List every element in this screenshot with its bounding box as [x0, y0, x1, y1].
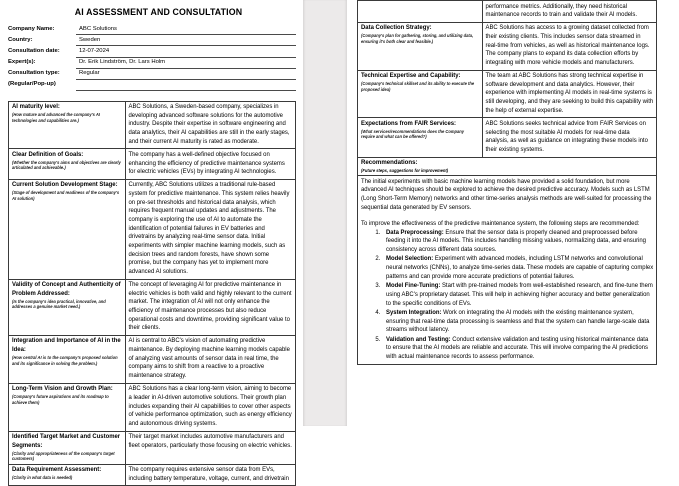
response-text: ABC Solutions has a clear long-term vision, aiming to become a leader in AI-driven automotive solutions. Their growth plan includes expanding their AI capabilities to cover other aspects of vehicle performance optimization, such as energy efficiency and autonomous driving systems. — [128, 386, 292, 427]
recommendations-lead-in: To improve the effectiveness of the predictive maintenance system, the following steps are recommended: — [361, 221, 640, 227]
recommendation-item — [382, 309, 654, 335]
page-gutter — [303, 0, 347, 426]
response-text: ABC Solutions seeks technical advice from FAIR Services on selecting the most suitable AI models for real-time data analysis, as well as guidance on integrating these models into their existing systems. — [485, 120, 648, 153]
response-text: ABC Solutions, a Sweden-based company, specializes in developing advanced software solutions for the automotive industry. Despite their expertise in software engineering and data analytics, their AI capabilities are still in the early stages, and their current AI maturity is rated as moderate. — [128, 104, 290, 145]
criterion-title: Clear Definition of Goals: — [12, 151, 84, 158]
criterion-title: Validity of Concept and Authenticity of Problem Addressed: — [12, 282, 121, 297]
metadata-value-field[interactable] — [76, 68, 296, 79]
recommendation-text: Work on integrating the AI models with the existing maintenance system, ensuring that real-time data processing is seamless and that the system can handle large-scale data streams without latency. — [386, 309, 650, 334]
metadata-value: Dr. Erik Lindström, Dr. Lars Holm — [79, 59, 166, 66]
recommendation-text: Conduct extensive validation and testing using historical maintenance data to ensure that the AI models are reliable and accurate. This will involve comparing the AI predictions with actual maintenance records to assess performance. — [386, 336, 649, 360]
metadata-value: 12-07-2024 — [79, 48, 110, 55]
metadata-value: Regular — [79, 70, 100, 77]
assessment-table-right — [357, 0, 657, 158]
metadata-value-field[interactable] — [76, 46, 296, 57]
response-cell[interactable] — [482, 118, 657, 157]
recommendations-intro-paragraph: The initial experiments with basic machine learning models have provided a solid foundation, but more advanced AI techniques should be explored to achieve the desired predictive accuracy. Models such as LSTM (Long Short-Term Memory) networks and other time-series analysis methods are well-suited for processing the sequential data generated by EV sensors. — [361, 178, 652, 211]
response-text: Their target market includes automotive manufacturers and fleet operators, particularly those focusing on electric vehicles. — [128, 434, 292, 449]
metadata-row — [8, 24, 296, 35]
response-text: The team at ABC Solutions has strong technical expertise in software development and data analytics. However, their experience with implementing AI models in real-time systems is still developing, and they are seeking to build this capability with the help of external expertise. — [485, 73, 654, 114]
criterion-title: Current Solution Development Stage: — [12, 182, 118, 189]
table-row — [9, 383, 296, 431]
table-row — [9, 179, 296, 279]
metadata-label: Consultation type: — [8, 70, 60, 77]
metadata-row — [8, 35, 296, 46]
metadata-value-field[interactable] — [76, 79, 296, 90]
criterion-title: Expectations from FAIR Services: — [361, 120, 457, 127]
criterion-cell — [9, 431, 126, 464]
response-cell[interactable] — [125, 383, 296, 431]
recommendation-term: Model Fine-Tuning: — [386, 283, 441, 290]
criterion-cell — [9, 179, 126, 279]
recommendations-hint: (Future steps, suggestions for improvement) — [361, 167, 449, 173]
criterion-hint: (How central AI is to the company's proposed solution and its significance in solving the problem.) — [12, 355, 118, 366]
criterion-title: Long-Term Vision and Growth Plan: — [12, 386, 113, 393]
recommendations-table — [357, 157, 657, 366]
table-row — [9, 431, 296, 464]
table-row — [9, 464, 296, 486]
response-text: performance metrics. Additionally, they need historical maintenance records to train and validate their AI models. — [485, 3, 637, 19]
criterion-title: Data Requirement Assessment: — [12, 467, 102, 474]
response-cell[interactable] — [482, 1, 657, 23]
table-row — [9, 335, 296, 383]
criterion-cell — [9, 383, 126, 431]
recommendation-item — [382, 282, 654, 308]
criterion-cell — [9, 149, 126, 179]
response-cell[interactable] — [125, 149, 296, 179]
table-row — [358, 22, 657, 70]
criterion-title: Identified Target Market and Customer Segments: — [12, 434, 121, 449]
recommendations-list — [361, 229, 654, 362]
criterion-cell — [9, 279, 126, 335]
criterion-hint: (Company's technical skillset and its ability to execute the proposed idea) — [361, 81, 475, 92]
recommendation-item — [382, 336, 654, 362]
response-text: ABC Solutions has access to a growing dataset collected from their existing clients. This includes sensor data streamed in real-time from vehicles, as well as historical maintenance logs. The company plans to expand its data collection efforts by integrating with more vehicle models and manufacturers. — [485, 25, 650, 66]
response-cell[interactable] — [125, 431, 296, 464]
recommendations-title: Recommendations: — [361, 159, 418, 166]
recommendation-text: Start with pre-trained models from well-established research, and fine-tune them using ABC's proprietary dataset. This will help in achieving higher accuracy and better generalization to the specific conditions of EVs. — [386, 283, 653, 307]
metadata-value: ABC Solutions — [79, 26, 117, 32]
recommendation-text: Ensure that the sensor data is properly cleaned and preprocessed before feeding it into the AI models. This includes handling missing values, normalizing data, and ensuring consistency across different data sources. — [386, 229, 646, 254]
response-text: The concept of leveraging AI for predictive maintenance in electric vehicles is both valid and highly relevant to the current market. The integration of AI will not only enhance the efficiency of maintenance processes but also reduce operational costs and downtime, providing significant value to their clients. — [128, 282, 292, 332]
response-cell[interactable] — [125, 335, 296, 383]
criterion-cell — [9, 335, 126, 383]
metadata-label: Company Name: — [8, 26, 55, 32]
criterion-hint: (Whether the company's aims and objectives are clearly articulated and achievable.) — [12, 159, 121, 171]
criterion-hint: (Clarity and appropriateness of the company's target customers) — [12, 450, 115, 462]
response-text: Currently, ABC Solutions utilizes a traditional rule-based system for predictive maintenance. This system relies heavily on pre-set thresholds and historical data analysis, which requires frequent manual updates and adjustments. The company is exploring the use of AI to automate the identification of potential failures in EV batteries and drivetrains by analyzing real-time sensor data. Initial experiments with simpler machine learning models, such as decision trees and random forests, have shown some promise, but the company has yet to implement more advanced AI solutions. — [128, 182, 290, 275]
recommendation-term: Validation and Testing: — [386, 336, 451, 343]
response-cell[interactable] — [482, 22, 657, 70]
response-cell[interactable] — [125, 101, 296, 149]
recommendation-text: Experiment with advanced models, including LSTM networks and convolutional neural networks (CNNs), to analyze time-series data. These models are capable of capturing complex patterns and can provide more accurate predictions of potential failures. — [386, 256, 654, 280]
document-page-left — [0, 0, 303, 482]
document-page-right — [347, 0, 679, 426]
metadata-row — [8, 79, 296, 90]
assessment-table-left — [8, 101, 296, 486]
response-text: AI is central to ABC's vision of automating predictive maintenance. By deploying machine learning models capable of analyzing vast amounts of sensor data in real time, the company aims to shift from a reactive to a proactive maintenance strategy. — [128, 338, 290, 380]
metadata-value: Sweden — [79, 37, 101, 44]
table-row — [358, 118, 657, 157]
table-row — [358, 70, 657, 118]
recommendation-item — [382, 229, 654, 255]
criterion-hint: (Company's future aspirations and its roadmap to achieve them) — [12, 394, 109, 405]
metadata-form — [8, 24, 296, 91]
response-cell[interactable] — [482, 70, 657, 118]
recommendations-header-row — [358, 157, 657, 176]
recommendation-item — [382, 255, 654, 281]
recommendations-body-cell — [358, 176, 657, 365]
metadata-label: Consultation date: — [8, 48, 60, 55]
recommendations-body — [361, 178, 654, 362]
recommendation-term: Model Selection: — [386, 256, 434, 263]
criterion-title: Data Collection Strategy: — [361, 25, 432, 32]
recommendations-header-cell — [358, 157, 657, 176]
criterion-hint: (Is the company's idea practical, innovative, and addresses a genuine market need.) — [12, 298, 106, 310]
criterion-title: Integration and Importance of AI in the Idea: — [12, 338, 121, 354]
response-text: The company requires extensive sensor data from EVs, including battery temperature, voltage, current, and drivetrain — [128, 467, 289, 482]
response-cell[interactable] — [125, 464, 296, 486]
metadata-label: Country: — [8, 37, 33, 44]
criterion-cell — [358, 22, 483, 70]
criterion-hint: (What services/recommendations does the Company require and what can be offered?) — [361, 128, 465, 140]
metadata-label: (Regular/Pop-up) — [8, 81, 56, 88]
criterion-hint: (Company's plan for gathering, storing, and utilizing data, ensuring it's both clear and feasible.) — [361, 33, 474, 44]
metadata-value-field[interactable] — [76, 35, 296, 46]
response-cell[interactable] — [125, 179, 296, 279]
table-row — [9, 101, 296, 149]
recommendations-body-row — [358, 176, 657, 365]
criterion-hint: (Clarity in what data is needed) — [12, 475, 73, 481]
criterion-cell — [9, 464, 126, 486]
table-row — [9, 279, 296, 335]
table-row — [358, 1, 657, 23]
criterion-hint: (How mature and advanced the company's AI technologies and capabilities are.) — [12, 112, 100, 123]
recommendation-term: System Integration: — [386, 309, 442, 316]
response-text: The company has a well-defined objective focused on enhancing the efficiency of predictive maintenance systems for electric vehicles (EVs) by integrating AI technologies. — [128, 151, 285, 176]
criterion-cell — [358, 1, 483, 23]
metadata-value-field[interactable] — [76, 24, 296, 35]
criterion-cell — [358, 118, 483, 157]
page-title: AI ASSESSMENT AND CONSULTATION — [74, 7, 243, 17]
recommendation-term: Data Preprocessing: — [386, 229, 444, 236]
table-row — [9, 149, 296, 179]
metadata-row — [8, 68, 296, 79]
metadata-value-field[interactable] — [76, 57, 296, 68]
criterion-cell — [9, 101, 126, 149]
metadata-row — [8, 57, 296, 68]
metadata-label: Expert(s): — [8, 59, 36, 66]
criterion-title: Technical Expertise and Capability: — [361, 73, 461, 80]
criterion-hint: (Stage of development and readiness of the company's AI solution) — [12, 190, 120, 201]
criterion-title: AI maturity level: — [12, 104, 60, 111]
criterion-cell — [358, 70, 483, 118]
metadata-row — [8, 46, 296, 57]
response-cell[interactable] — [125, 279, 296, 335]
